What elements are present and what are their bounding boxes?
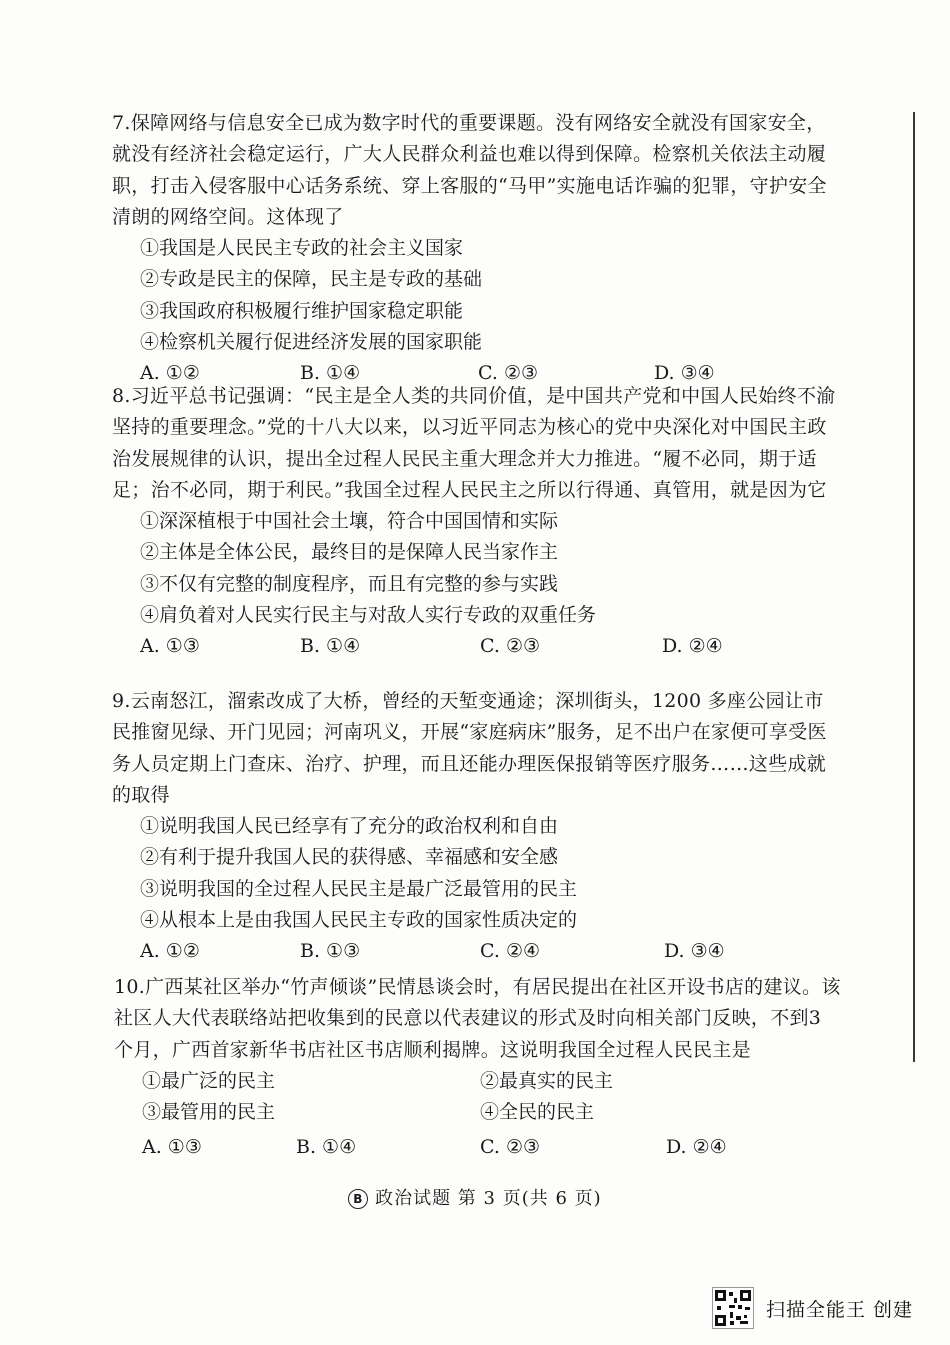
- footer-page-label: 政治试题 第 3 页(共 6 页): [375, 1188, 602, 1209]
- question-8-choice-b: B. ①④: [300, 635, 361, 658]
- question-8: [112, 381, 842, 662]
- question-7-choice-c: C. ②③: [478, 362, 539, 385]
- question-8-stem: [112, 381, 842, 506]
- question-10-choice-a: A. ①③: [142, 1135, 202, 1158]
- question-7-option-4: ④检察机关履行促进经济发展的国家职能: [140, 331, 483, 354]
- question-10-text: 广西某社区举办“竹声倾谈”民情恳谈会时，有居民提出在社区开设书店的建议。该社区人大代表联络站把收集到的民意以代表建议的形式及时向相关部门反映，不到3 个月，广西首家新华书店社区书店顺利揭牌。这说明我国全过程人民民主是: [114, 976, 841, 1061]
- question-9-option-4: ④从根本上是由我国人民民主专政的国家性质决定的: [140, 909, 578, 932]
- question-10: [114, 972, 844, 1163]
- watermark-text: 扫描全能王 创建: [766, 1298, 914, 1321]
- question-7-stem: [112, 108, 842, 233]
- question-7-option-3: ③我国政府积极履行维护国家稳定职能: [140, 299, 464, 322]
- question-8-number: 8.: [112, 385, 131, 407]
- question-8-text: 习近平总书记强调：“民主是全人类的共同价值，是中国共产党和中国人民始终不渝坚持的重要理念。”党的十八大以来，以习近平同志为核心的党中央深化对中国民主政治发展规律的认识，提出全过程人民民主重大理念并大力推进。“履不必同，期于适足；治不必同，期于利民。”我国全过程人民民主之所以行得通、真管用，就是因为它: [112, 385, 836, 501]
- question-7: [112, 108, 842, 389]
- question-10-option-4: ④全民的民主: [480, 1100, 595, 1123]
- question-10-choice-d: D. ②④: [666, 1135, 727, 1158]
- question-10-options: [114, 1066, 844, 1128]
- question-8-choices: [112, 631, 842, 662]
- paper-version-badge: B: [348, 1189, 368, 1209]
- question-8-choice-a: A. ①③: [140, 635, 200, 658]
- question-7-choice-a: A. ①②: [140, 362, 200, 385]
- question-10-option-3: ③最管用的民主: [142, 1100, 276, 1123]
- question-8-choice-c: C. ②③: [480, 635, 541, 658]
- question-7-choice-d: D. ③④: [654, 362, 715, 385]
- question-8-option-4: ④肩负着对人民实行民主与对敌人实行专政的双重任务: [140, 604, 597, 627]
- question-10-choice-b: B. ①④: [296, 1135, 357, 1158]
- question-9: [112, 686, 842, 967]
- question-9-option-1: ①说明我国人民已经享有了充分的政治权利和自由: [140, 815, 559, 838]
- question-9-option-3: ③说明我国的全过程人民民主是最广泛最管用的民主: [140, 877, 578, 900]
- question-9-stem: [112, 686, 842, 811]
- question-10-option-2: ②最真实的民主: [480, 1069, 614, 1092]
- margin-rule: [913, 112, 915, 1062]
- question-9-number: 9.: [112, 690, 131, 712]
- question-8-option-3: ③不仅有完整的制度程序，而且有完整的参与实践: [140, 572, 559, 595]
- page-footer: [0, 1184, 950, 1210]
- question-7-option-1: ①我国是人民民主专政的社会主义国家: [140, 237, 464, 260]
- question-9-text: 云南怒江，溜索改成了大桥，曾经的天堑变通途；深圳街头，1200 多座公园让市民推窗见绿、开门见园；河南巩义，开展“家庭病床”服务，足不出户在家便可享受医务人员定期上门查床、治疗、护理，而且还能办理医保报销等医疗服务……这些成就的取得: [112, 690, 827, 806]
- question-8-option-2: ②主体是全体公民，最终目的是保障人民当家作主: [140, 541, 559, 564]
- question-9-option-2: ②有利于提升我国人民的获得感、幸福感和安全感: [140, 846, 559, 869]
- question-8-option-1: ①深深植根于中国社会土壤，符合中国国情和实际: [140, 510, 559, 533]
- question-10-option-1: ①最广泛的民主: [142, 1069, 276, 1092]
- qr-code-icon: [712, 1287, 754, 1329]
- question-9-choices: [112, 936, 842, 967]
- scanner-watermark: [712, 1288, 913, 1328]
- question-9-choice-c: C. ②④: [480, 940, 541, 963]
- question-9-choice-b: B. ①③: [300, 940, 361, 963]
- question-9-choice-a: A. ①②: [140, 940, 200, 963]
- question-7-text: 保障网络与信息安全已成为数字时代的重要课题。没有网络安全就没有国家安全，就没有经济社会稳定运行，广大人民群众利益也难以得到保障。检察机关依法主动履职，打击入侵客服中心话务系统、穿上客服的“马甲”实施电话诈骗的犯罪，守护安全清朗的网络空间。这体现了: [112, 112, 827, 228]
- question-7-number: 7.: [112, 112, 131, 134]
- question-9-choice-d: D. ③④: [664, 940, 725, 963]
- question-10-stem: [114, 972, 844, 1066]
- question-10-choice-c: C. ②③: [480, 1135, 541, 1158]
- question-7-choice-b: B. ①④: [300, 362, 361, 385]
- question-10-choices: [114, 1132, 844, 1163]
- question-10-number: 10.: [114, 976, 146, 998]
- question-7-option-2: ②专政是民主的保障，民主是专政的基础: [140, 268, 483, 291]
- question-8-choice-d: D. ②④: [662, 635, 723, 658]
